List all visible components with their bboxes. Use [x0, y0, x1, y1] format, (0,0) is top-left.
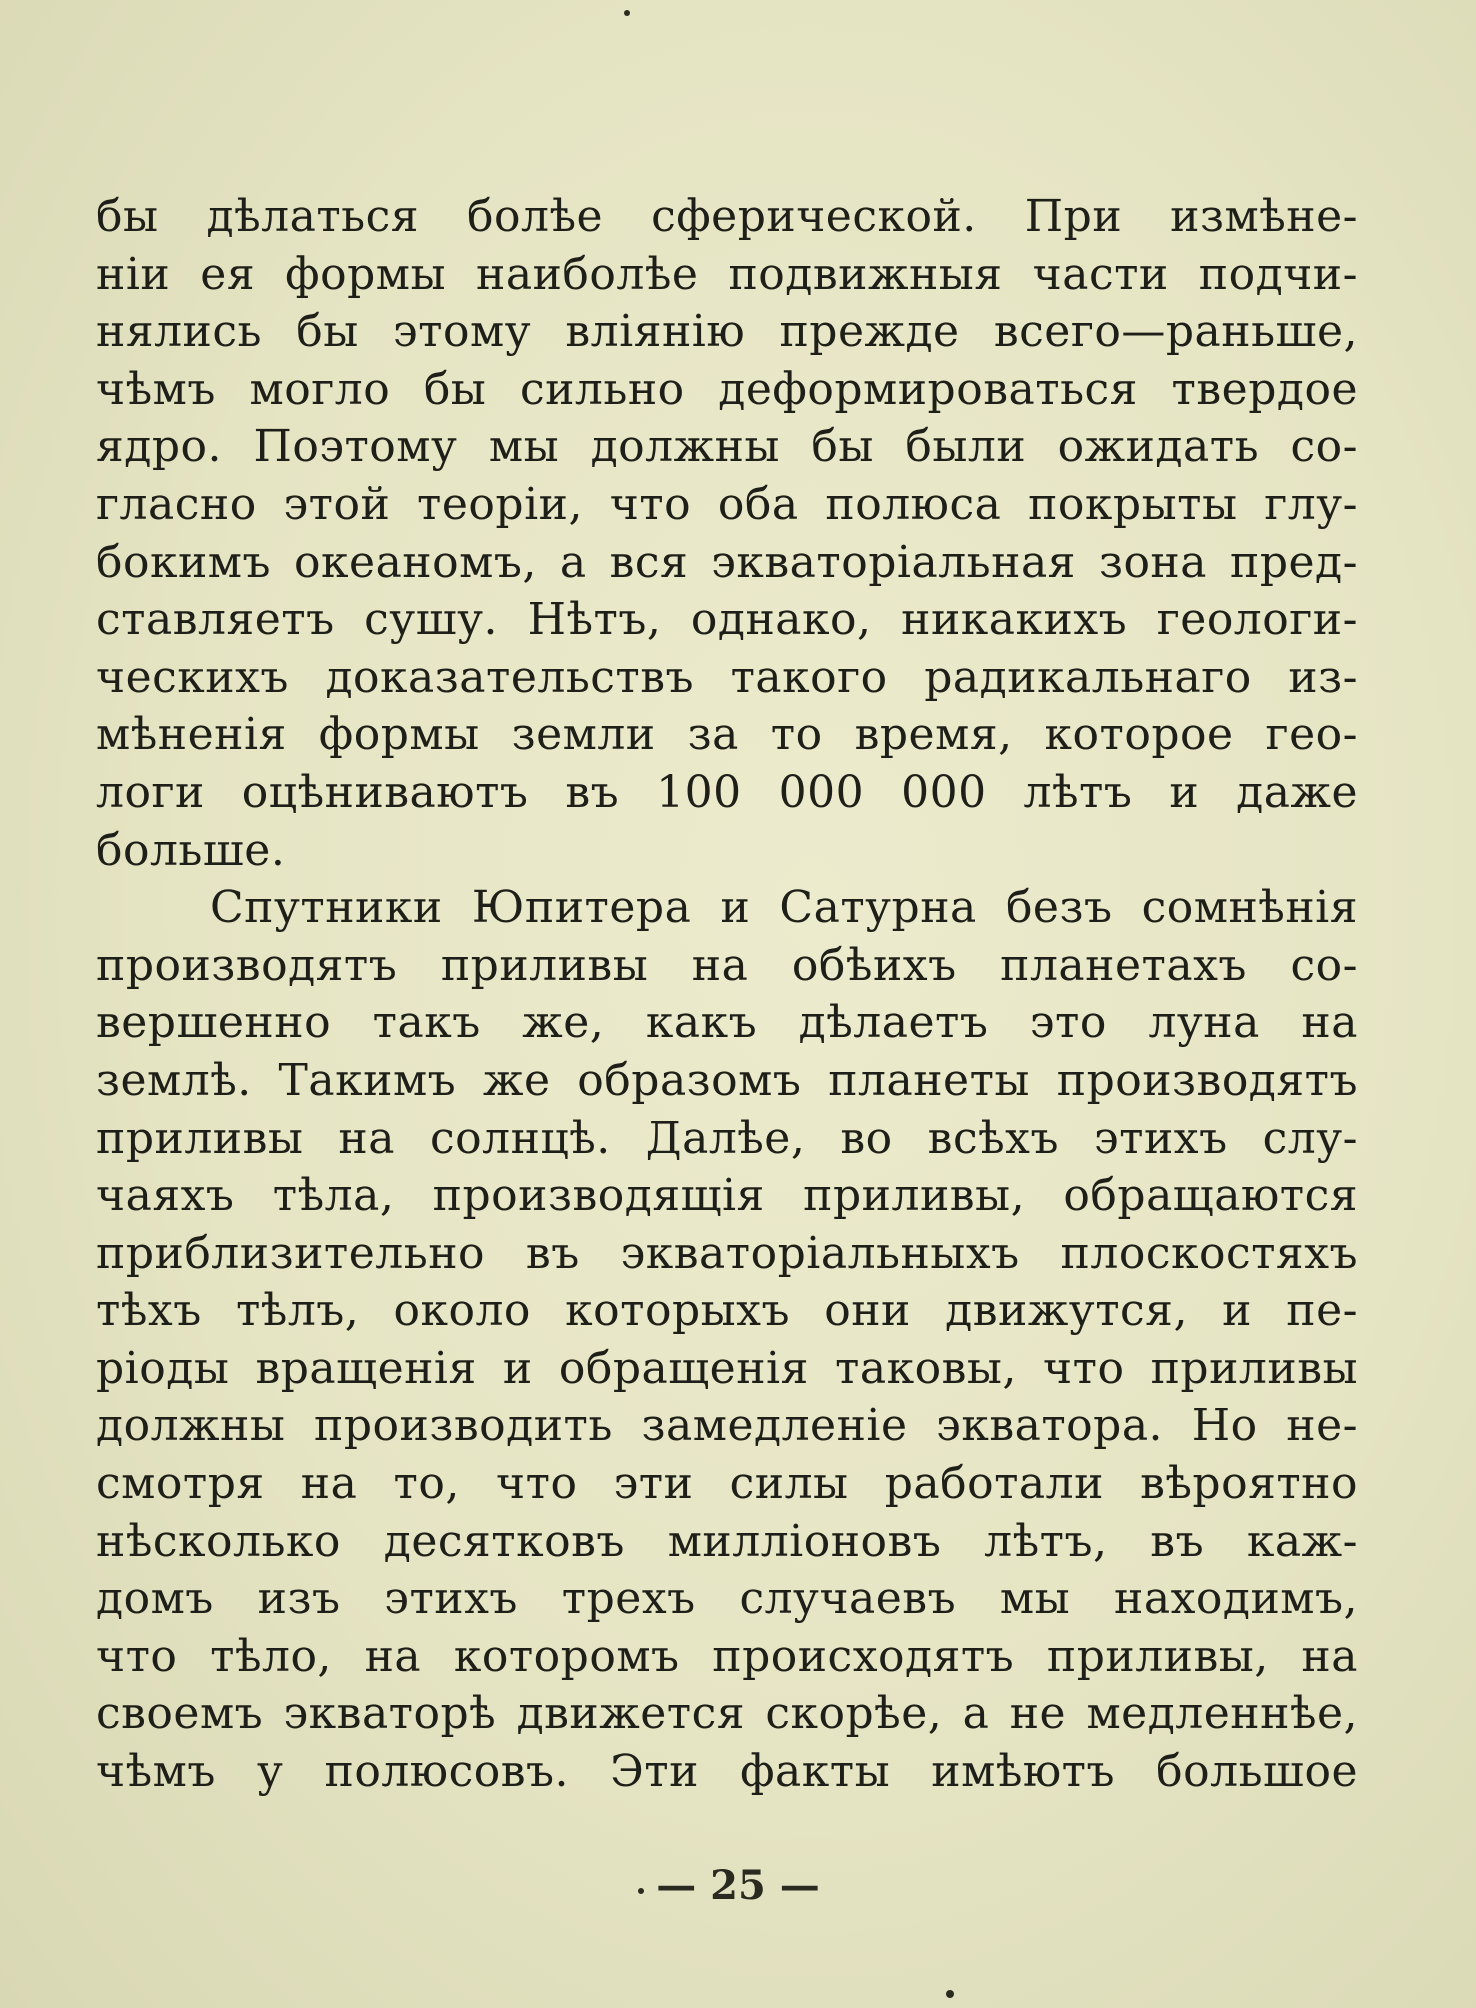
text-line: нѣсколько десятковъ милліоновъ лѣтъ, въ каж-	[96, 1515, 1358, 1567]
text-line: приблизительно въ экваторіальныхъ плоскостяхъ	[96, 1227, 1358, 1279]
text-line: ріоды вращенія и обращенія таковы, что приливы	[96, 1342, 1358, 1394]
text-line: нялись бы этому вліянію прежде всего—раньше,	[96, 306, 1358, 358]
text-line: вершенно такъ же, какъ дѣлаетъ это луна на	[96, 997, 1358, 1049]
text-line: производятъ приливы на обѣихъ планетахъ со-	[96, 939, 1358, 991]
page-number: — 25 —	[656, 1862, 820, 1909]
text-line: тѣхъ тѣлъ, около которыхъ они движутся, и пе-	[96, 1285, 1358, 1337]
text-line: ядро. Поэтому мы должны бы были ожидать со-	[96, 421, 1358, 473]
text-line: бокимъ океаномъ, а вся экваторіальная зона пред-	[96, 536, 1358, 588]
text-line: чаяхъ тѣла, производящія приливы, обращаются	[96, 1170, 1358, 1222]
text-line: мѣненія формы земли за то время, которое гео-	[96, 709, 1358, 761]
text-line: больше.	[96, 824, 286, 876]
text-line: должны производить замедленіе экватора. Но не-	[96, 1400, 1358, 1452]
text-line: ческихъ доказательствъ такого радикальнаго из-	[96, 651, 1358, 703]
text-line: смотря на то, что эти силы работали вѣроятно	[96, 1458, 1358, 1510]
body-text	[96, 188, 1358, 1801]
ink-speck	[946, 1990, 954, 1998]
text-line: чѣмъ у полюсовъ. Эти факты имѣютъ большое	[96, 1746, 1358, 1798]
text-line: логи оцѣниваютъ въ 100 000 000 лѣтъ и даже	[96, 766, 1358, 818]
text-line: ставляетъ сушу. Нѣтъ, однако, никакихъ геологи-	[96, 594, 1358, 646]
text-line: чѣмъ могло бы сильно деформироваться твердое	[96, 363, 1358, 415]
text-line: землѣ. Такимъ же образомъ планеты производятъ	[96, 1054, 1358, 1106]
text-line: ніи ея формы наиболѣе подвижныя части подчи-	[96, 248, 1358, 300]
text-line: домъ изъ этихъ трехъ случаевъ мы находимъ,	[96, 1573, 1358, 1625]
text-line: своемъ экваторѣ движется скорѣе, а не медленнѣе,	[96, 1688, 1358, 1740]
text-line: что тѣло, на которомъ происходятъ приливы, на	[96, 1630, 1358, 1682]
paragraph-start-line: Спутники Юпитера и Сатурна безъ сомнѣнія	[210, 882, 1358, 934]
text-line: бы дѣлаться болѣе сферической. При измѣне-	[96, 191, 1358, 242]
ink-speck	[624, 10, 630, 16]
text-line: гласно этой теоріи, что оба полюса покрыты глу-	[96, 478, 1358, 530]
ink-speck	[638, 1888, 644, 1894]
text-line: приливы на солнцѣ. Далѣе, во всѣхъ этихъ слу-	[96, 1112, 1358, 1164]
